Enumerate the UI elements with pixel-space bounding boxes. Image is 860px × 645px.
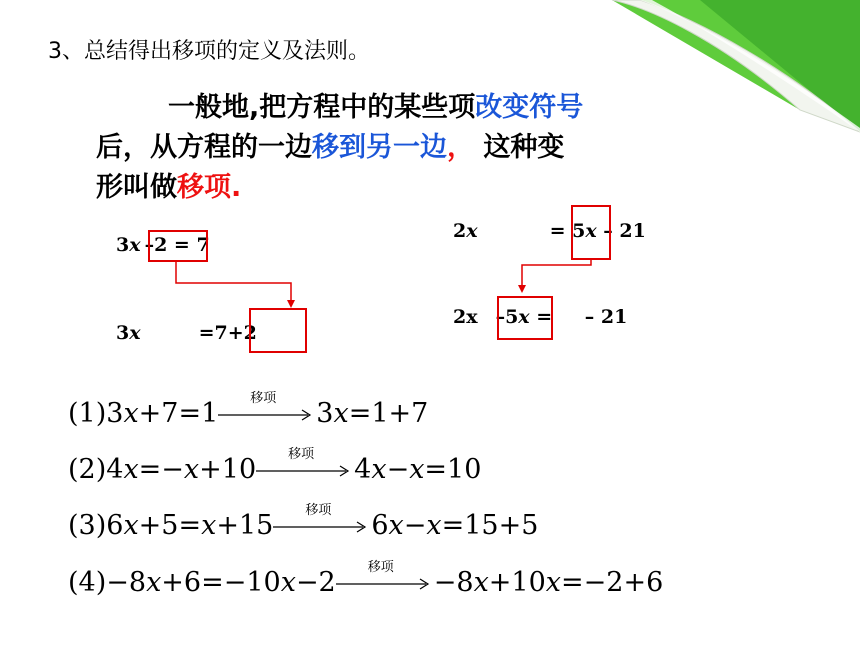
rule-row-2 [68,446,482,485]
moved-term: +2 [227,322,257,344]
math-text: 3 [316,398,334,429]
arrow-line [256,461,354,481]
math-variable: x [123,454,139,485]
math-text: 3 [106,398,124,429]
math-text: 4 [106,454,124,485]
moved-term-coefficient: –5 [495,306,519,328]
math-text: =− [138,454,184,485]
definition-text: 后，从方程的一边 [96,132,312,163]
math-variable: x [123,398,139,429]
math-variable: x [371,454,387,485]
math-text: −8 [433,567,474,598]
transpose-arrow [218,390,316,425]
variable: x [129,322,141,344]
arrowhead-left [287,300,295,308]
math-variable: x [201,510,217,541]
equals-sign: = [549,220,573,242]
math-text: 6 [371,510,389,541]
math-variable: x [409,454,425,485]
math-variable: x [123,510,139,541]
arrow-label: 移项 [367,559,394,575]
equals-sign: = [529,306,559,328]
math-text: +6=−10 [161,567,281,598]
math-variable: x [146,567,162,598]
math-text: =−2+6 [561,567,664,598]
math-variable: x [473,567,489,598]
moved-term-variable: x [585,220,597,242]
right-side: =7 [198,322,228,344]
coefficient: 3 [116,322,130,344]
math-text: =10 [424,454,482,485]
rule-row-3 [68,502,539,541]
right-side: – 21 [596,220,646,242]
math-text: +10 [199,454,257,485]
math-variable: x [545,567,562,598]
rule-number: (2) [68,454,107,485]
rule-number: (3) [68,510,107,541]
section-heading: 3、总结得出移项的定义及法则。 [48,39,370,64]
definition-highlight-change-sign: 改变符号 [475,92,584,123]
definition-highlight-move-side: 移到另一边 [312,132,447,163]
right-side: – 21 [584,306,628,328]
right-side: = 7 [167,234,210,256]
math-variable: x [426,510,442,541]
math-variable: x [183,454,200,485]
definition-text: 一般地,把方程中的某些项 [168,92,476,123]
arrow-line [273,517,371,537]
variable: x [466,220,478,242]
moved-term-variable: x [518,306,530,328]
math-text: −8 [106,567,147,598]
transpose-arrow [256,446,354,481]
rule-number: (1) [68,398,107,429]
connector-arrow-left [176,262,291,302]
coefficient: 2 [453,220,467,242]
arrowhead-right [518,285,526,293]
definition-text: 形叫做 [96,172,177,203]
math-text: +5= [138,510,202,541]
math-variable: x [333,398,349,429]
math-text: +7=1 [138,398,219,429]
math-text: 4 [354,454,372,485]
rule-row-4 [68,559,664,598]
transpose-arrow [336,559,434,594]
math-text: +10 [488,567,546,598]
moved-term: –2 [144,234,168,256]
transpose-arrow [273,502,371,537]
rule-number: (4) [68,567,107,598]
definition-text: 这种变 [474,132,565,163]
math-text: − [403,510,427,541]
definition-term-transposition: 移项 [177,172,231,203]
connector-arrow-right [522,260,591,287]
math-text: − [386,454,410,485]
left-side: 2x [453,306,478,328]
math-variable: x [388,510,404,541]
math-text: +15 [216,510,274,541]
arrow-label: 移项 [250,390,277,406]
definition-comma: ， [447,132,474,163]
arrow-label: 移项 [305,502,332,518]
math-text: −2 [295,567,336,598]
coefficient: 3 [116,234,130,256]
math-variable: x [280,567,296,598]
rule-row-1 [68,390,429,429]
definition-period: . [231,172,242,203]
variable: x [129,234,141,256]
arrow-label: 移项 [288,446,315,462]
math-text: =1+7 [348,398,429,429]
math-text: 6 [106,510,124,541]
arrow-line [218,405,316,425]
moved-term-coefficient: 5 [572,220,586,242]
arrow-line [336,574,434,594]
math-text: =15+5 [441,510,539,541]
